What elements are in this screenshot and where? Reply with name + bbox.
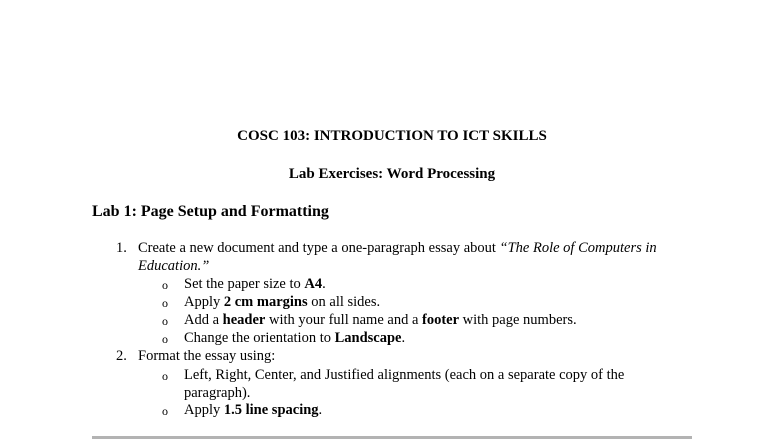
item-text-continuation xyxy=(138,258,209,275)
subitem: Left, Right, Center, and Justified alignments (each on a separate copy of the xyxy=(184,367,625,383)
subitem-bold: 2 cm margins xyxy=(223,294,308,310)
item-text xyxy=(138,240,657,257)
item-text-italic: “The Role of Computers in xyxy=(499,240,657,256)
subitem-bold: header xyxy=(222,312,266,328)
subitem xyxy=(184,312,577,329)
item-text: Format the essay using: xyxy=(138,348,276,364)
bullet-icon: o xyxy=(162,314,168,328)
horizontal-rule xyxy=(92,436,692,439)
bullet-icon: o xyxy=(162,332,168,346)
subitem-text: Add a xyxy=(184,312,223,328)
subitem-bold: Landscape xyxy=(334,330,402,346)
lab-heading: Lab 1: Page Setup and Formatting xyxy=(92,203,329,220)
subitem-text: Apply xyxy=(184,294,224,310)
subitem-text: . xyxy=(401,330,406,346)
item-number: 2. xyxy=(116,348,127,364)
subitem-text: on all sides. xyxy=(307,294,381,310)
subitem-text: Change the orientation to xyxy=(184,330,335,346)
subitem-text: with your full name and a xyxy=(265,312,422,328)
bullet-icon: o xyxy=(162,404,168,418)
subitem-bold: 1.5 line spacing xyxy=(223,402,319,418)
subitem xyxy=(184,402,322,419)
course-title: COSC 103: INTRODUCTION TO ICT SKILLS xyxy=(237,128,547,144)
subitem-bold: footer xyxy=(422,312,460,328)
bullet-icon: o xyxy=(162,296,168,310)
subitem xyxy=(184,330,405,347)
bullet-icon: o xyxy=(162,369,168,383)
item-number: 1. xyxy=(116,240,127,256)
bullet-icon: o xyxy=(162,278,168,292)
item-text-italic-cont: Education.” xyxy=(138,258,210,274)
lab-subtitle: Lab Exercises: Word Processing xyxy=(288,166,496,182)
subitem xyxy=(184,294,380,311)
subitem xyxy=(184,276,326,293)
subitem-text: with page numbers. xyxy=(459,312,577,328)
subitem-text: Apply xyxy=(184,402,224,418)
item-text-plain: Create a new document and type a one-paragraph essay about xyxy=(138,240,500,256)
subitem-text: . xyxy=(322,276,326,292)
subitem-bold: A4 xyxy=(304,276,323,292)
subitem-continuation: paragraph). xyxy=(184,385,251,401)
subitem-text: Set the paper size to xyxy=(184,276,305,292)
subitem-text: . xyxy=(318,402,323,418)
